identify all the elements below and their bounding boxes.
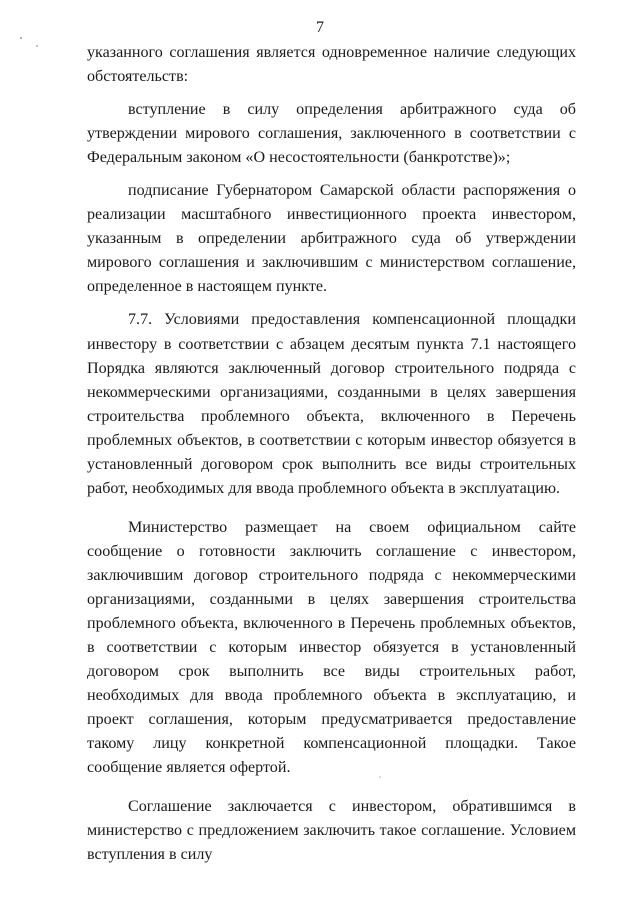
paragraph-condition-1: вступление в силу определения арбитражного суда об утверждении мирового соглашения, заключенного в соответствии с Федеральным законом «О несостоятельности (банкротстве)»;: [87, 101, 576, 167]
document-body: [87, 41, 576, 868]
page-number: 7: [316, 19, 324, 36]
paragraph-ministry-notice: Министерство размещает на своем официальном сайте сообщение о готовности заключить соглашение с инвестором, заключившим договор строительного подряда с некоммерческими организациями, созданными в целях завершения строительства проблемного объекта, включенного в Перечень проблемных объектов, в соответствии с которым инвестор обязуется в установленный договором срок выполнить все виды строительных работ, необходимых для ввода проблемного объекта в эксплуатацию, и проект соглашения, которым предусматривается предоставление такому лицу конкретной компенсационной площадки. Такое сообщение является офертой.: [87, 518, 576, 777]
paragraph-condition-2: подписание Губернатором Самарской области распоряжения о реализации масштабного инвестиционного проекта инвестором, указанным в определении арбитражного суда об утверждении мирового соглашения и заключившим с министерством соглашение, определенное в настоящем пункте.: [87, 182, 576, 296]
paragraph-clause-7-7: 7.7. Условиями предоставления компенсационной площадки инвестору в соответствии с абзацем десятым пункта 7.1 настоящего Порядка являются заключенный договор строительного подряда с некоммерческими организациями, созданными в целях завершения строительства проблемного объекта, включенного в Перечень проблемных объектов, в соответствии с которым инвестор обязуется в установленный договором срок выполнить все виды строительных работ, необходимых для ввода проблемного объекта в эксплуатацию.: [87, 311, 576, 497]
paragraph-continuation: указанного соглашения является одновременное наличие следующих обстоятельств:: [87, 44, 576, 86]
paragraph-agreement-conclusion: Соглашение заключается с инвестором, обратившимся в министерство с предложением заключить такое соглашение. Условием вступления в силу: [87, 798, 576, 864]
